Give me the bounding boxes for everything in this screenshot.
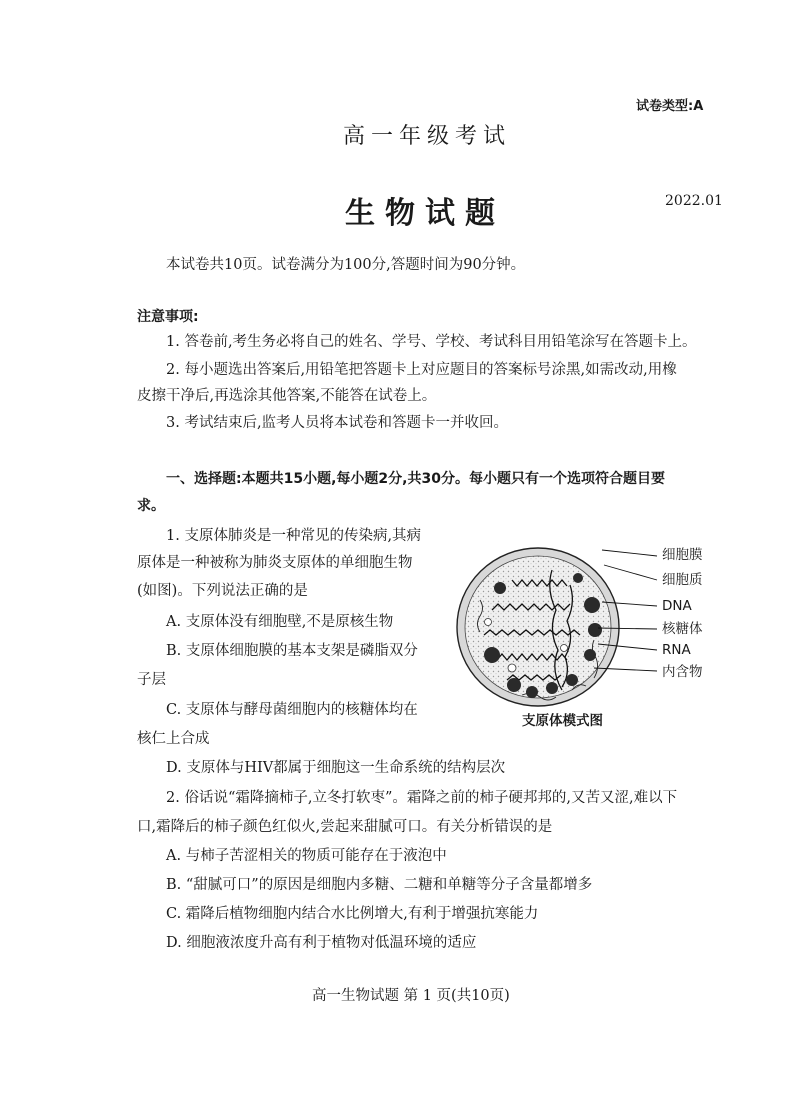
page-title: 生物试题: [345, 196, 505, 231]
figure-label-ribosome: 核糖体: [662, 621, 703, 637]
mycoplasma-diagram: [452, 540, 732, 740]
q2-option-b: B. “甜腻可口”的原因是细胞内多糖、二糖和单糖等分子含量都增多: [166, 877, 593, 893]
exam-date: 2022.01: [665, 193, 723, 209]
q2-option-a: A. 与柿子苦涩相关的物质可能存在于液泡中: [166, 848, 447, 864]
exam-type-label: 试卷类型:A: [636, 99, 704, 114]
figure-label-dna: DNA: [662, 598, 692, 614]
grade-title: 高一年级考试: [343, 124, 512, 149]
section-heading-line1: 一、选择题:本题共15小题,每小题2分,共30分。每小题只有一个选项符合题目要: [166, 471, 665, 487]
notice-item-3: 3. 考试结束后,监考人员将本试卷和答题卡一并收回。: [166, 415, 509, 431]
intro-text: 本试卷共10页。试卷满分为100分,答题时间为90分钟。: [166, 257, 526, 273]
q1-option-b-line2: 子层: [137, 672, 166, 688]
notice-item-2-line2: 皮擦干净后,再选涂其他答案,不能答在试卷上。: [137, 388, 437, 404]
notice-heading: 注意事项:: [137, 309, 199, 325]
notice-item-1: 1. 答卷前,考生务必将自己的姓名、学号、学校、考试科目用铅笔涂写在答题卡上。: [166, 334, 697, 350]
figure-label-inclusions: 内含物: [662, 664, 703, 680]
notice-item-2-line1: 2. 每小题选出答案后,用铅笔把答题卡上对应题目的答案标号涂黑,如需改动,用橡: [166, 362, 677, 378]
q2-stem-line2: 口,霜降后的柿子颜色红似火,尝起来甜腻可口。有关分析错误的是: [137, 819, 553, 835]
figure-label-rna: RNA: [662, 642, 691, 658]
q1-option-a: A. 支原体没有细胞壁,不是原核生物: [166, 614, 394, 630]
page-footer: 高一生物试题 第 1 页(共10页): [312, 988, 510, 1004]
q1-stem-line1: 1. 支原体肺炎是一种常见的传染病,其病: [166, 528, 422, 544]
mycoplasma-figure: [452, 540, 732, 740]
q1-stem-line3: (如图)。下列说法正确的是: [137, 583, 308, 599]
q2-stem-line1: 2. 俗话说“霜降摘柿子,立冬打软枣”。霜降之前的柿子硬邦邦的,又苦又涩,难以下: [166, 790, 678, 806]
figure-label-cytoplasm: 细胞质: [662, 572, 703, 588]
figure-caption: 支原体模式图: [522, 713, 603, 729]
q1-option-b-line1: B. 支原体细胞膜的基本支架是磷脂双分: [166, 643, 418, 659]
q1-option-c-line1: C. 支原体与酵母菌细胞内的核糖体均在: [166, 702, 418, 718]
figure-label-cell-membrane: 细胞膜: [662, 547, 703, 563]
q1-option-d: D. 支原体与HIV都属于细胞这一生命系统的结构层次: [166, 760, 506, 776]
section-heading-line2: 求。: [137, 498, 165, 514]
q2-option-c: C. 霜降后植物细胞内结合水比例增大,有利于增强抗寒能力: [166, 906, 539, 922]
q1-stem-line2: 原体是一种被称为肺炎支原体的单细胞生物: [137, 555, 413, 571]
q2-option-d: D. 细胞液浓度升高有利于植物对低温环境的适应: [166, 935, 477, 951]
q1-option-c-line2: 核仁上合成: [137, 731, 210, 747]
